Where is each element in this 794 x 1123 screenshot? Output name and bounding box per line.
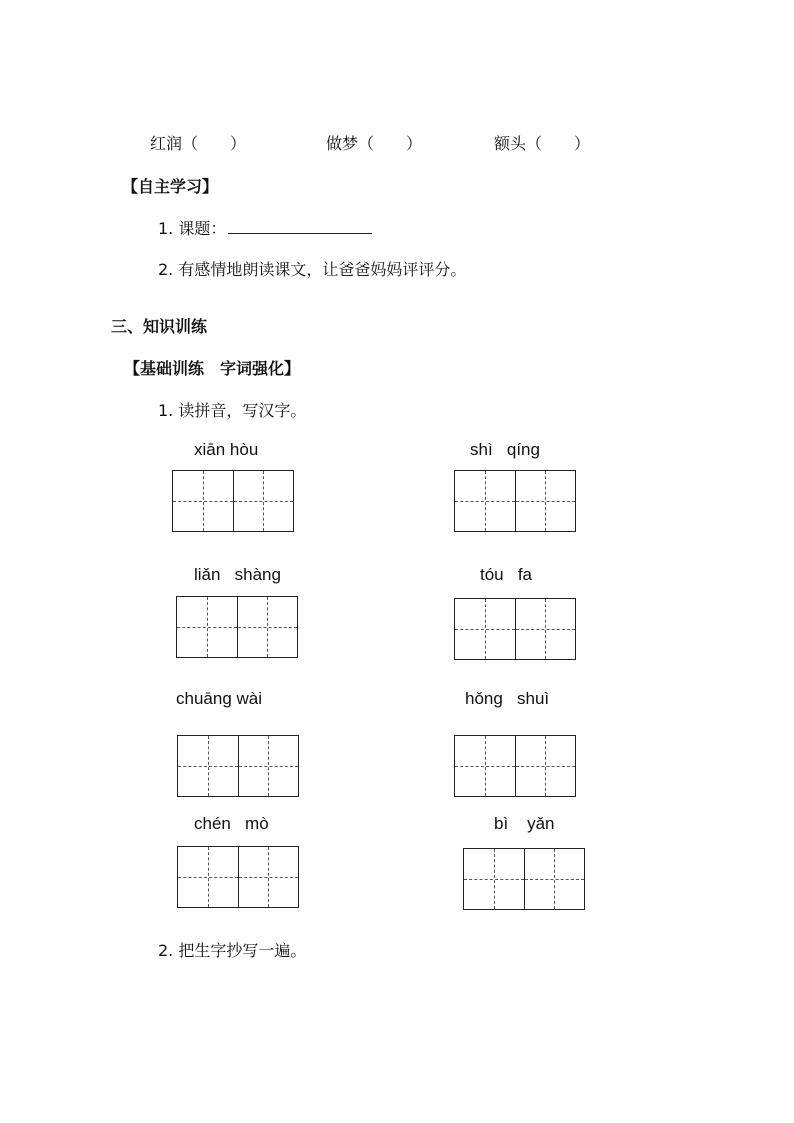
writing-cell[interactable]: [455, 736, 515, 796]
pair-honrun: [150, 131, 246, 154]
pinyin-syllable: fa: [517, 565, 532, 584]
self-study-heading: 【自主学习】: [122, 177, 219, 196]
writing-cell[interactable]: [238, 847, 299, 907]
writing-grid[interactable]: [172, 470, 294, 532]
training-item-2: 2. 把生字抄写一遍。: [158, 941, 307, 960]
pinyin-label: [480, 565, 532, 585]
lesson-title-blank: [228, 219, 372, 234]
pinyin-syllable: chuāng: [176, 689, 232, 708]
pair-paren: （ ）: [526, 134, 591, 153]
writing-grid[interactable]: [176, 596, 298, 658]
pinyin-syllable: tóu: [480, 565, 504, 584]
pinyin-syllable: yǎn: [527, 814, 555, 833]
pinyin-syllable: shàng: [234, 565, 281, 584]
writing-cell[interactable]: [515, 599, 576, 659]
writing-grid[interactable]: [177, 735, 299, 797]
pinyin-label: [470, 440, 540, 460]
self-study-item-2: 2. 有感情地朗读课文，让爸爸妈妈评评分。: [158, 260, 467, 279]
pinyin-syllable: shuì: [517, 689, 550, 708]
pinyin-syllable: shì: [470, 440, 493, 459]
training-heading: 三、知识训练: [111, 317, 208, 336]
pinyin-syllable: xiān: [194, 440, 226, 459]
pinyin-syllable: liǎn: [194, 565, 221, 584]
writing-cell[interactable]: [178, 847, 238, 907]
writing-grid[interactable]: [454, 735, 576, 797]
self-study-item-1: [158, 216, 372, 239]
lesson-title-label: 1. 课题：: [158, 219, 227, 238]
writing-grid[interactable]: [454, 598, 576, 660]
writing-cell[interactable]: [464, 849, 524, 909]
pair-word: 额头: [494, 134, 527, 153]
pair-paren: （ ）: [182, 134, 247, 153]
writing-cell[interactable]: [455, 471, 515, 531]
writing-cell[interactable]: [178, 736, 238, 796]
writing-grid[interactable]: [463, 848, 585, 910]
writing-cell[interactable]: [455, 599, 515, 659]
pinyin-syllable: mò: [245, 814, 269, 833]
pinyin-label: [494, 814, 555, 834]
pinyin-label: [194, 565, 281, 585]
pair-word: 做梦: [326, 134, 359, 153]
pinyin-syllable: hǒng: [465, 689, 503, 708]
writing-cell[interactable]: [237, 597, 298, 657]
pinyin-syllable: wài: [236, 689, 263, 708]
pinyin-syllable: chén: [194, 814, 231, 833]
training-subheading: 【基础训练 字词强化】: [124, 359, 301, 378]
pinyin-label: [465, 689, 549, 709]
pinyin-label: [176, 689, 262, 709]
writing-cell[interactable]: [515, 471, 576, 531]
pinyin-syllable: bì: [494, 814, 509, 833]
pair-zuomeng: [326, 131, 422, 154]
writing-cell[interactable]: [173, 471, 233, 531]
writing-grid[interactable]: [177, 846, 299, 908]
writing-cell[interactable]: [524, 849, 585, 909]
training-item-1: 1. 读拼音，写汉字。: [158, 401, 307, 420]
writing-cell[interactable]: [233, 471, 294, 531]
pair-word: 红润: [150, 134, 183, 153]
writing-cell[interactable]: [177, 597, 237, 657]
pair-etou: [494, 131, 590, 154]
pinyin-label: [194, 440, 258, 460]
pinyin-label: [194, 814, 269, 834]
pair-paren: （ ）: [358, 134, 423, 153]
writing-cell[interactable]: [515, 736, 576, 796]
pinyin-syllable: hòu: [229, 440, 259, 459]
writing-cell[interactable]: [238, 736, 299, 796]
pinyin-syllable: qíng: [506, 440, 540, 459]
writing-grid[interactable]: [454, 470, 576, 532]
